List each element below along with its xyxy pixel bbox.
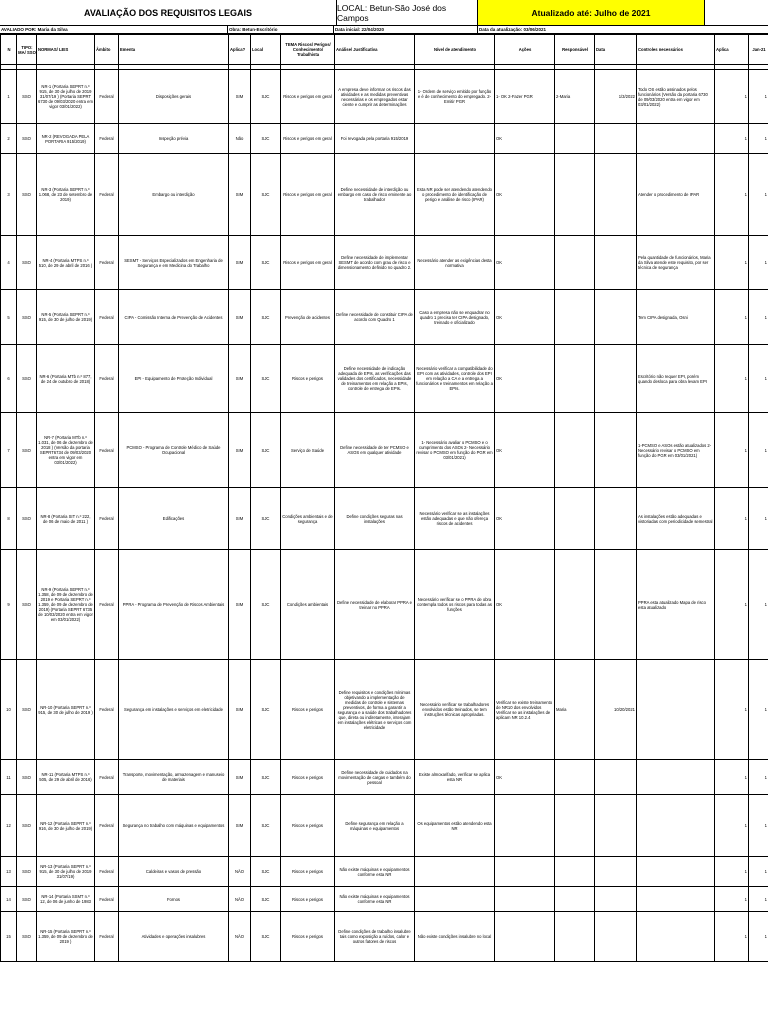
- cell-local: SJC: [251, 345, 281, 413]
- cell-acoes: [495, 857, 555, 887]
- cell-acoes: [495, 795, 555, 857]
- cell-analise: A empresa deve informar os riscos das atividades e as medidas preventivas necessárias e os empregados estar ciente e cumprir as determinações: [335, 70, 415, 124]
- cell-aplica: SIM: [229, 488, 251, 550]
- cell-tema: Prevenção de acidentes: [281, 290, 335, 345]
- cell-aplica-month: 1: [715, 857, 749, 887]
- cell-local: SJC: [251, 154, 281, 236]
- cell-ambito: Federal: [95, 154, 119, 236]
- cell-local: SJC: [251, 760, 281, 795]
- cell-jan: 1: [749, 795, 768, 857]
- cell-n: 9: [1, 550, 17, 660]
- table-row: [1, 345, 768, 413]
- cell-norma: NR-7 (Portaria MTb n.º 1.031, de 06 de dezembro de 2018 ) (Versão da portaria SEPRT6734 de 09/03/2020 entra em vigor em 03/01/2022): [37, 413, 95, 488]
- table-row: [1, 488, 768, 550]
- cell-n: 15: [1, 912, 17, 962]
- cell-ementa: Caldeiras e vasos de pressão: [119, 857, 229, 887]
- cell-n: 7: [1, 413, 17, 488]
- table-body: [1, 70, 768, 962]
- cell-local: SJC: [251, 70, 281, 124]
- cell-aplica-month: 1: [715, 660, 749, 760]
- cell-data: [595, 760, 637, 795]
- cell-aplica-month: 1: [715, 912, 749, 962]
- cell-analise: Define necessidade de elaborar PPRA e treinar no PPRA: [335, 550, 415, 660]
- cell-local: SJC: [251, 290, 281, 345]
- cell-controles: Todo OS estão assinados pelos funcionários (Versão da portaria 6730 de 09/03/2020 entra em vigor em 03/01/2022): [637, 70, 715, 124]
- cell-ambito: Federal: [95, 488, 119, 550]
- table-row: [1, 795, 768, 857]
- cell-responsavel: [555, 413, 595, 488]
- cell-data: [595, 345, 637, 413]
- cell-jan: 1: [749, 550, 768, 660]
- cell-jan: 1: [749, 236, 768, 290]
- cell-aplica: SIM: [229, 660, 251, 760]
- cell-controles: Atender o procedimento de IPAR: [637, 154, 715, 236]
- cell-tipo: SSO: [17, 857, 37, 887]
- cell-controles: As instalações estão adequadas e vistoriadas com periodicidade semestral: [637, 488, 715, 550]
- cell-local: SJC: [251, 857, 281, 887]
- cell-tipo: SSO: [17, 887, 37, 912]
- cell-responsavel: [555, 912, 595, 962]
- cell-ambito: Federal: [95, 70, 119, 124]
- cell-analise: Define necessidade de indicação adequada de EPIs, as verificações das validades dos certificados, necessidade de treinamentos em relação a EPIs, controle de entrega de EPIs.: [335, 345, 415, 413]
- cell-n: 12: [1, 795, 17, 857]
- col-n: N: [1, 35, 17, 65]
- cell-jan: 1: [749, 413, 768, 488]
- table-row: [1, 550, 768, 660]
- cell-ambito: Federal: [95, 760, 119, 795]
- cell-controles: [637, 912, 715, 962]
- cell-local: SJC: [251, 550, 281, 660]
- cell-responsavel: [555, 124, 595, 154]
- updated-label: Atualizado até: Julho de 2021: [478, 0, 705, 25]
- cell-norma: NR-8 (Portaria SIT n.º 222, de 06 de maio de 2011 ): [37, 488, 95, 550]
- cell-responsavel: [555, 795, 595, 857]
- cell-jan: 1: [749, 488, 768, 550]
- cell-responsavel: [555, 857, 595, 887]
- table-row: [1, 124, 768, 154]
- cell-local: SJC: [251, 887, 281, 912]
- col-local: Local: [251, 35, 281, 65]
- cell-controles: [637, 124, 715, 154]
- col-tema: TEMA Riscos/ Perigos/ Conhecimento/ Trabalhista: [281, 35, 335, 65]
- cell-analise: Define necessidade de implementar SESMT de acordo com grau de risco e dimensionamento definido no quadro 2.: [335, 236, 415, 290]
- cell-n: 14: [1, 887, 17, 912]
- cell-jan: 1: [749, 70, 768, 124]
- col-responsavel: Responsável: [555, 35, 595, 65]
- cell-ambito: Federal: [95, 236, 119, 290]
- col-jan: Jan-21: [749, 35, 768, 65]
- cell-controles: [637, 760, 715, 795]
- col-controles: Controles necessários: [637, 35, 715, 65]
- cell-controles: 1-PCMSO e ASOs estão atualizados 2- Necessário revisar o PCMSO em função do PGR em 03/01/2021): [637, 413, 715, 488]
- cell-local: SJC: [251, 912, 281, 962]
- cell-ementa: Segurança no trabalho com máquinas e equipamentos: [119, 795, 229, 857]
- cell-responsavel: [555, 760, 595, 795]
- sheet-title: AVALIAÇÃO DOS REQUISITOS LEGAIS: [0, 0, 337, 25]
- cell-nivel: Os equipamentos estão atendendo esta NR: [415, 795, 495, 857]
- cell-n: 1: [1, 70, 17, 124]
- cell-local: SJC: [251, 488, 281, 550]
- cell-controles: [637, 795, 715, 857]
- cell-responsavel: [555, 236, 595, 290]
- cell-tipo: SSO: [17, 660, 37, 760]
- cell-aplica-month: 1: [715, 413, 749, 488]
- cell-ambito: Federal: [95, 124, 119, 154]
- cell-acoes: OK: [495, 290, 555, 345]
- cell-ambito: Federal: [95, 912, 119, 962]
- cell-nivel: 1- Necessário avaliar o PCMSO e o cumprimento dos ASOs 2- Necessário revisar o PCMSO em função do PGR em 03/01/2021): [415, 413, 495, 488]
- cell-data: [595, 488, 637, 550]
- cell-data: [595, 912, 637, 962]
- cell-analise: Define necessidade de interdição ou embargo em caso de risco eminente ao trabalhador: [335, 154, 415, 236]
- cell-jan: 1: [749, 887, 768, 912]
- cell-ementa: Atividades e operações insalubres: [119, 912, 229, 962]
- location-label: LOCAL: Betun-São José dos Campos: [337, 0, 478, 25]
- cell-tema: Serviço de Saúde: [281, 413, 335, 488]
- cell-norma: NR-2 (REVOGADA PELA PORTARIA 915/2019): [37, 124, 95, 154]
- cell-ementa: PPRA - Programa de Prevenção de Riscos Ambientais: [119, 550, 229, 660]
- cell-analise: Define requisitos e condições mínimas objetivando a implementação de medidas de controle e sistemas preventivos, de forma a garantir a segurança e a saúde dos trabalhadores que, direta ou indiretamente, interajam em instalações elétricas e serviços com eletricidade: [335, 660, 415, 760]
- cell-aplica-month: 1: [715, 887, 749, 912]
- cell-local: SJC: [251, 413, 281, 488]
- cell-acoes: OK: [495, 236, 555, 290]
- cell-controles: Tem CIPA designada, Osni: [637, 290, 715, 345]
- cell-responsavel: 2-Maria: [555, 70, 595, 124]
- cell-local: SJC: [251, 795, 281, 857]
- cell-aplica-month: 1: [715, 795, 749, 857]
- cell-ambito: Federal: [95, 290, 119, 345]
- cell-tipo: SSO: [17, 70, 37, 124]
- cell-n: 6: [1, 345, 17, 413]
- cell-aplica: NÃO: [229, 857, 251, 887]
- cell-analise: Define condições de trabalho insalubre tais como exposição a ruídos, calor e outros fatores de riscos: [335, 912, 415, 962]
- cell-ambito: Federal: [95, 660, 119, 760]
- cell-jan: 1: [749, 660, 768, 760]
- cell-norma: NR-9 (Portaria SEPRT n.º 1.358, de 09 de dezembro de 2019 e Portaria SEPRT n.º 1.359, de 09 de dezembro de 2019) (Portaria SEPRT 6735 de 10/03/2020 entra em vigor em 03/01/2022): [37, 550, 95, 660]
- cell-data: [595, 290, 637, 345]
- cell-n: 10: [1, 660, 17, 760]
- title-row: [0, 0, 768, 26]
- col-aplica: Aplica?: [229, 35, 251, 65]
- cell-analise: Foi revogada pela portaria 915/2019: [335, 124, 415, 154]
- table-row: [1, 912, 768, 962]
- cell-responsavel: [555, 550, 595, 660]
- cell-ementa: Segurança em instalações e serviços em eletricidade: [119, 660, 229, 760]
- cell-ementa: SESMT - Serviços Especializados em Engenharia de Segurança e em Medicina do Trabalho: [119, 236, 229, 290]
- cell-tipo: SSO: [17, 290, 37, 345]
- cell-data: [595, 887, 637, 912]
- cell-aplica: SIM: [229, 345, 251, 413]
- cell-jan: 1: [749, 154, 768, 236]
- cell-aplica-month: 1: [715, 488, 749, 550]
- cell-acoes: [495, 887, 555, 912]
- cell-controles: [637, 857, 715, 887]
- cell-aplica: SIM: [229, 70, 251, 124]
- col-analise: Análise/ Justificativa: [335, 35, 415, 65]
- cell-nivel: Necessário verificar se o PPRA de obra contempla todos os riscos para todas as funções: [415, 550, 495, 660]
- cell-data: [595, 550, 637, 660]
- cell-tema: Condições ambientais e de segurança: [281, 488, 335, 550]
- table-row: [1, 760, 768, 795]
- cell-aplica: NÃO: [229, 912, 251, 962]
- cell-data: [595, 413, 637, 488]
- cell-analise: Define necessidade de constituir CIPA de acordo com Quadro 1: [335, 290, 415, 345]
- cell-responsavel: [555, 488, 595, 550]
- cell-ambito: Federal: [95, 413, 119, 488]
- cell-tipo: SSO: [17, 550, 37, 660]
- cell-controles: Escritório não requer EPI, porém quando desloca para obra levam EPI: [637, 345, 715, 413]
- cell-data: [595, 154, 637, 236]
- cell-ementa: CIPA - Comissão Interna de Prevenção de Acidentes: [119, 290, 229, 345]
- cell-analise: Define necessidade de ter PCMSO e ASOS em qualquer atividade: [335, 413, 415, 488]
- cell-aplica: SIM: [229, 760, 251, 795]
- update-date-label: Data da atualização: 03/06/2021: [479, 27, 547, 32]
- cell-n: 3: [1, 154, 17, 236]
- cell-nivel: Existe almoxarifado, verificar se aplica esta NR: [415, 760, 495, 795]
- table-row: [1, 70, 768, 124]
- table-row: [1, 413, 768, 488]
- col-normas: NORMAS/ LEIS: [37, 35, 95, 65]
- col-aplica-month: Aplica: [715, 35, 749, 65]
- cell-tipo: SSO: [17, 345, 37, 413]
- cell-ementa: EPI - Equipamento de Proteção Individual: [119, 345, 229, 413]
- cell-norma: NR-14 (Portaria SSMT n.º 12, de 06 de junho de 1983: [37, 887, 95, 912]
- cell-ementa: PCMSO - Programa de Controle Médico de Saúde Ocupacional: [119, 413, 229, 488]
- cell-norma: NR-4 (Portaria MTPS n.º 510, de 29 de abril de 2016 ): [37, 236, 95, 290]
- cell-n: 4: [1, 236, 17, 290]
- cell-data: [595, 857, 637, 887]
- site-label: Obra: Betun-Escritório: [228, 26, 334, 33]
- cell-aplica: SIM: [229, 154, 251, 236]
- table-row: [1, 660, 768, 760]
- cell-jan: 1: [749, 857, 768, 887]
- cell-n: 8: [1, 488, 17, 550]
- cell-jan: 1: [749, 290, 768, 345]
- col-ementa: Ementa: [119, 35, 229, 65]
- col-ambito: Âmbito: [95, 35, 119, 65]
- cell-tipo: SSO: [17, 912, 37, 962]
- cell-data: 1/3/2022: [595, 70, 637, 124]
- cell-acoes: OK: [495, 488, 555, 550]
- cell-norma: NR-1 (Portaria SEPRT n.º 915, de 30 de julho de 2019 31/07/19 ) (Portaria SEPRT 6730 de 09/03/2020 entra em vigor 03/01/2022): [37, 70, 95, 124]
- cell-tema: Riscos e perigos: [281, 660, 335, 760]
- cell-nivel: Caso a empresa não se enquadrar no quadro 1 precisa ter CIPA designado, treinado e oficializado: [415, 290, 495, 345]
- cell-analise: Define necessidade de cuidados na movimentação de cargas e também do pessoal: [335, 760, 415, 795]
- col-acoes: Ações: [495, 35, 555, 65]
- table-row: [1, 857, 768, 887]
- cell-responsavel: [555, 345, 595, 413]
- cell-tema: Riscos e perigos em geral: [281, 124, 335, 154]
- cell-local: SJC: [251, 660, 281, 760]
- cell-nivel: Necessário verificar se as instalações estão adequadas e que não ofereça riscos de acidentes: [415, 488, 495, 550]
- cell-aplica-month: 1: [715, 345, 749, 413]
- cell-norma: NR-5 (Portaria SEPRT n.º 915, de 30 de julho de 2019): [37, 290, 95, 345]
- cell-nivel: Necessário verificar a compatibilidade do EPI com as atividades, controle dos EPI em relação a CA e a entrega a funcionários e treinamentos em relação a EPIs.: [415, 345, 495, 413]
- cell-nivel: [415, 857, 495, 887]
- cell-aplica: SIM: [229, 413, 251, 488]
- cell-controles: [637, 887, 715, 912]
- cell-local: SJC: [251, 124, 281, 154]
- cell-aplica-month: 1: [715, 124, 749, 154]
- cell-tema: Riscos e perigos em geral: [281, 236, 335, 290]
- cell-nivel: Necessário atender as exigências desta normativa: [415, 236, 495, 290]
- col-tipo: TIPO: MA/ SSO: [17, 35, 37, 65]
- cell-data: [595, 124, 637, 154]
- table-row: [1, 290, 768, 345]
- evaluator-label: AVALIADO POR: Maria da Silva: [0, 26, 228, 33]
- cell-jan: 1: [749, 760, 768, 795]
- cell-norma: NR-15 (Portaria SEPRT n.º 1.359, de 09 de dezembro de 2019 ): [37, 912, 95, 962]
- cell-tipo: SSO: [17, 124, 37, 154]
- cell-aplica-month: 1: [715, 760, 749, 795]
- cell-nivel: Necessário verificar se trabalhadores envolvidos estão treinados, se tem instruções técnicas apropriadas.: [415, 660, 495, 760]
- start-date-label: Data inicial: 22/04/2020: [334, 26, 478, 33]
- cell-analise: Define condições seguras nas instalações: [335, 488, 415, 550]
- cell-acoes: OK: [495, 550, 555, 660]
- cell-analise: Define segurança em relação a máquinas e equipamentos: [335, 795, 415, 857]
- cell-ementa: Edificações: [119, 488, 229, 550]
- cell-norma: NR-10 (Portaria SEPRT n.º 915, de 30 de julho de 2019 ): [37, 660, 95, 760]
- cell-tipo: SSO: [17, 760, 37, 795]
- cell-n: 5: [1, 290, 17, 345]
- cell-analise: Não existe máquinas e equipamentos conforme esta NR: [335, 887, 415, 912]
- cell-tema: Riscos e perigos: [281, 345, 335, 413]
- cell-tipo: SSO: [17, 795, 37, 857]
- cell-acoes: [495, 912, 555, 962]
- table-row: [1, 887, 768, 912]
- cell-tema: Riscos e perigos: [281, 887, 335, 912]
- col-data: Data: [595, 35, 637, 65]
- cell-ementa: Fornos: [119, 887, 229, 912]
- requirements-table: [0, 34, 768, 962]
- cell-ementa: Embargo ou interdição: [119, 154, 229, 236]
- cell-aplica-month: 1: [715, 236, 749, 290]
- cell-nivel: Esta NR pode ser atendendo atendendo o procedimento de identificação de perigo e análise de risco (IPAR): [415, 154, 495, 236]
- cell-responsavel: Maria: [555, 660, 595, 760]
- cell-norma: NR-11 (Portaria MTPS n.º 505, de 29 de abril de 2016): [37, 760, 95, 795]
- cell-aplica: SIM: [229, 290, 251, 345]
- cell-ambito: Federal: [95, 550, 119, 660]
- cell-tema: Riscos e perigos: [281, 760, 335, 795]
- title-filler: [705, 0, 768, 25]
- cell-acoes: OK: [495, 154, 555, 236]
- cell-nivel: [415, 124, 495, 154]
- cell-ambito: Federal: [95, 857, 119, 887]
- cell-aplica-month: 1: [715, 550, 749, 660]
- cell-norma: NR-13 (Portaria SEPRT n.º 915, de 30 de julho de 2019 31/07/19): [37, 857, 95, 887]
- cell-aplica: SIM: [229, 795, 251, 857]
- meta-row: [0, 26, 768, 34]
- cell-responsavel: [555, 154, 595, 236]
- cell-tipo: SSO: [17, 488, 37, 550]
- cell-tema: Riscos e perigos: [281, 795, 335, 857]
- cell-aplica-month: 1: [715, 70, 749, 124]
- cell-local: SJC: [251, 236, 281, 290]
- table-row: [1, 236, 768, 290]
- cell-tipo: SSO: [17, 236, 37, 290]
- cell-ementa: Transporte, movimentação, armazenagem e manuseio de materiais: [119, 760, 229, 795]
- cell-aplica: Não: [229, 124, 251, 154]
- cell-controles: Pela quantidade de funcionários, Maria da Silva atende este requisito, por ser técnica de segurança: [637, 236, 715, 290]
- cell-ambito: Federal: [95, 795, 119, 857]
- cell-tema: Riscos e perigos: [281, 912, 335, 962]
- header-row: [1, 35, 768, 65]
- cell-aplica-month: 1: [715, 290, 749, 345]
- cell-tema: Riscos e perigos: [281, 857, 335, 887]
- cell-acoes: OK: [495, 413, 555, 488]
- cell-tema: Riscos e perigos em geral: [281, 154, 335, 236]
- cell-ementa: Disposições gerais: [119, 70, 229, 124]
- cell-nivel: Não existe condições insalubre no local: [415, 912, 495, 962]
- cell-acoes: OK: [495, 124, 555, 154]
- cell-analise: Não existe máquinas e equipamentos conforme esta NR: [335, 857, 415, 887]
- cell-tipo: SSO: [17, 413, 37, 488]
- cell-controles: PPRA esta atualizado Mapa de risco esta atualizado: [637, 550, 715, 660]
- cell-tema: Condições ambientais: [281, 550, 335, 660]
- cell-jan: 1: [749, 124, 768, 154]
- cell-aplica-month: 1: [715, 154, 749, 236]
- cell-n: 11: [1, 760, 17, 795]
- cell-tema: Riscos e perigos em geral: [281, 70, 335, 124]
- cell-norma: NR-3 (Portaria SEPRT n.º 1.068, de 23 de setembro de 2019): [37, 154, 95, 236]
- cell-n: 13: [1, 857, 17, 887]
- cell-responsavel: [555, 290, 595, 345]
- cell-acoes: OK: [495, 345, 555, 413]
- cell-norma: NR-12 (Portaria SEPRT n.º 916, de 30 de julho de 2019): [37, 795, 95, 857]
- cell-nivel: [415, 887, 495, 912]
- cell-acoes: Verificar se existe treinamento de NR10 dos envolvidos Verificar se as instalações de aplicam NR 10.2.4: [495, 660, 555, 760]
- cell-data: [595, 236, 637, 290]
- cell-responsavel: [555, 887, 595, 912]
- cell-aplica: SIM: [229, 236, 251, 290]
- cell-jan: 1: [749, 345, 768, 413]
- cell-n: 2: [1, 124, 17, 154]
- cell-acoes: 1- OK 2-Fazer PGR: [495, 70, 555, 124]
- cell-norma: NR-6 (Portaria MTb n.º 877, de 24 de outubro de 2018): [37, 345, 95, 413]
- table-row: [1, 154, 768, 236]
- cell-controles: [637, 660, 715, 760]
- cell-ambito: Federal: [95, 887, 119, 912]
- col-nivel: Nível de atendimento: [415, 35, 495, 65]
- cell-ementa: Inspeção prévia: [119, 124, 229, 154]
- cell-aplica: SIM: [229, 550, 251, 660]
- cell-jan: 1: [749, 912, 768, 962]
- cell-data: 10/20/2021: [595, 660, 637, 760]
- cell-ambito: Federal: [95, 345, 119, 413]
- cell-tipo: SSO: [17, 154, 37, 236]
- cell-nivel: 1- Ordem de serviço emitido por função e é de conhecimento do empregado. 2- Emitir PGR: [415, 70, 495, 124]
- cell-acoes: OK: [495, 760, 555, 795]
- cell-aplica: NÃO: [229, 887, 251, 912]
- cell-data: [595, 795, 637, 857]
